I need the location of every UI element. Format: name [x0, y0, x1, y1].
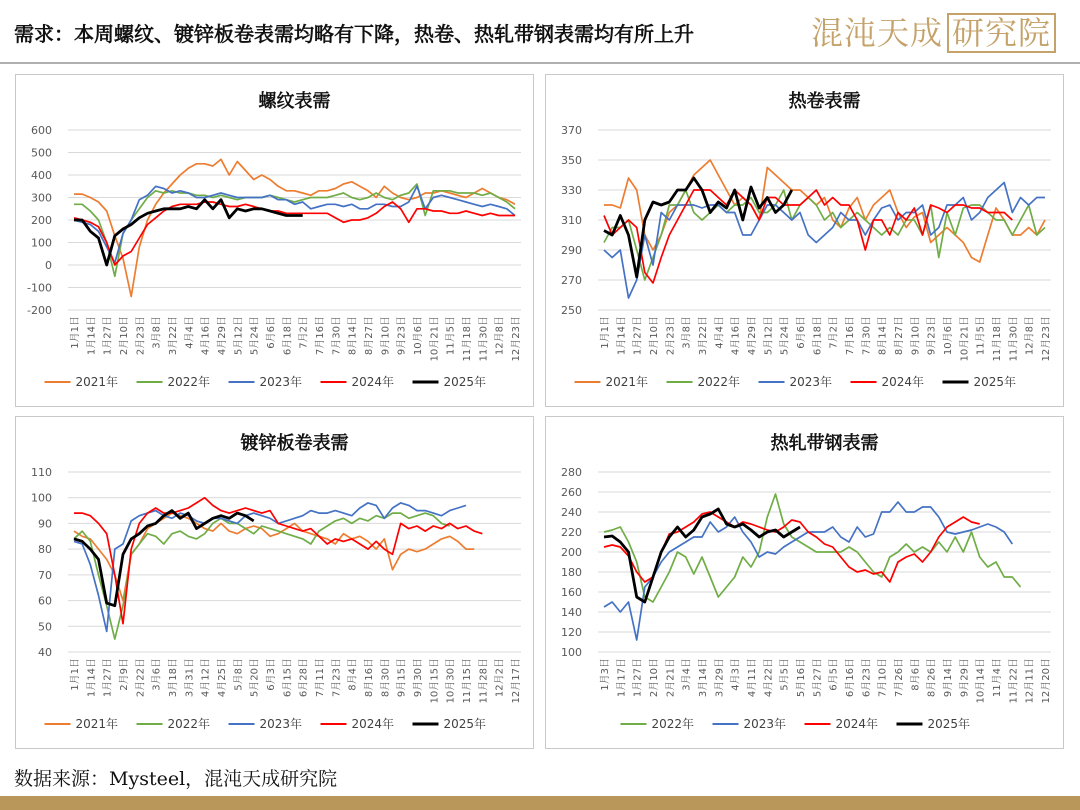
x-tick-label: 11月18日: [462, 316, 473, 362]
y-tick-label: 350: [561, 154, 582, 167]
legend-label-2023: 2023年: [789, 375, 833, 389]
x-tick-label: 8月16日: [364, 658, 375, 698]
x-tick-label: 7月30日: [331, 316, 343, 356]
x-tick-label: 7月30日: [861, 316, 873, 356]
x-tick-label: 5月20日: [249, 658, 261, 698]
x-tick-label: 7月23日: [331, 658, 343, 698]
x-tick-label: 2月9日: [119, 658, 130, 691]
x-tick-label: 1月27日: [632, 316, 644, 356]
hot-coil-demand-chart: [546, 75, 1063, 406]
x-tick-label: 11月15日: [462, 658, 473, 704]
y-tick-label: 120: [561, 626, 582, 639]
x-tick-label: 1月1日: [70, 316, 81, 349]
y-tick-label: 50: [38, 620, 52, 634]
chart-panel-hot-coil: [545, 74, 1064, 407]
legend-label-2025: 2025年: [927, 717, 971, 731]
x-tick-label: 10月6日: [413, 316, 424, 356]
x-tick-label: 7月16日: [845, 316, 856, 356]
x-tick-label: 3月8日: [681, 316, 693, 349]
x-tick-label: 5月12日: [233, 316, 245, 356]
y-tick-label: 250: [561, 304, 582, 317]
x-tick-label: 3月4日: [681, 658, 693, 691]
x-tick-label: 2月23日: [135, 316, 147, 356]
x-tick-label: 6月5日: [828, 658, 840, 691]
y-tick-label: -200: [27, 304, 52, 317]
legend-label-2025: 2025年: [443, 717, 487, 731]
x-tick-label: 9月15日: [396, 658, 408, 698]
x-tick-label: 3月22日: [698, 316, 709, 356]
legend-label-2024: 2024年: [881, 375, 925, 389]
y-tick-label: 100: [31, 236, 52, 250]
x-tick-label: 1月3日: [600, 658, 611, 691]
x-tick-label: 4月4日: [184, 316, 196, 349]
logo: [811, 8, 1056, 54]
x-tick-label: 8月27日: [894, 316, 905, 356]
x-tick-label: 4月12日: [200, 658, 212, 698]
x-tick-label: 10月14日: [975, 658, 987, 704]
x-tick-label: 3月22日: [168, 316, 179, 356]
chart-title: 螺纹表需: [258, 91, 331, 112]
x-tick-label: 4月25日: [217, 658, 228, 698]
y-tick-label: 140: [561, 606, 582, 619]
chart-panel-rebar: [15, 74, 534, 407]
legend-label-2022: 2022年: [167, 717, 211, 731]
x-tick-label: 2月21日: [665, 658, 677, 698]
x-tick-label: 5月24日: [249, 316, 261, 356]
y-tick-label: 0: [45, 259, 52, 272]
x-tick-label: 11月4日: [992, 658, 1003, 698]
legend-label-2023: 2023年: [259, 375, 303, 389]
series-line-2025: [74, 511, 254, 606]
legend-label-2025: 2025年: [443, 375, 487, 389]
x-tick-label: 2月10日: [649, 316, 660, 356]
x-tick-label: 2月10日: [119, 316, 130, 356]
y-tick-label: 220: [561, 526, 582, 539]
x-tick-label: 9月10日: [380, 316, 392, 356]
x-tick-label: 1月27日: [632, 658, 644, 698]
x-tick-label: 1月14日: [86, 658, 98, 698]
x-tick-label: 12月2日: [494, 658, 506, 698]
x-tick-label: 4月16日: [200, 316, 212, 356]
y-tick-label: 200: [31, 214, 52, 227]
y-tick-label: -100: [27, 281, 52, 295]
x-tick-label: 8月14日: [877, 316, 889, 356]
series-line-2022: [74, 513, 450, 639]
x-tick-label: 3月14日: [698, 658, 709, 698]
y-tick-label: 330: [561, 184, 582, 197]
y-tick-label: 370: [561, 124, 582, 137]
x-tick-label: 3月8日: [151, 316, 163, 349]
x-tick-label: 4月3日: [730, 658, 742, 691]
chart-title: 热卷表需: [788, 91, 861, 112]
x-tick-label: 11月28日: [478, 658, 490, 704]
x-tick-label: 12月11日: [1024, 658, 1036, 704]
y-tick-label: 260: [561, 486, 582, 499]
x-tick-label: 7月2日: [828, 316, 840, 349]
x-tick-label: 6月28日: [298, 658, 310, 698]
chart-title: 镀锌板卷表需: [240, 433, 349, 454]
x-tick-label: 10月21日: [429, 316, 441, 362]
x-tick-label: 9月10日: [910, 316, 922, 356]
y-tick-label: 500: [31, 146, 52, 160]
x-tick-label: 6月6日: [796, 316, 807, 349]
x-tick-label: 1月1日: [600, 316, 611, 349]
y-tick-label: 40: [38, 646, 52, 659]
series-line-2022: [604, 494, 1021, 602]
y-tick-label: 90: [38, 517, 52, 531]
x-tick-label: 3月31日: [184, 658, 196, 698]
y-tick-label: 290: [561, 244, 582, 257]
y-tick-label: 280: [561, 466, 582, 479]
x-tick-label: 8月27日: [364, 316, 375, 356]
chart-panel-hot-strip: [545, 416, 1064, 749]
x-tick-label: 5月27日: [812, 658, 824, 698]
y-tick-label: 600: [31, 124, 52, 137]
x-tick-label: 3月6日: [151, 658, 163, 691]
x-tick-label: 10月6日: [943, 316, 954, 356]
galvanized-coil-demand-chart: [16, 417, 533, 748]
series-line-2023: [74, 503, 466, 632]
legend-label-2024: 2024年: [351, 375, 395, 389]
x-tick-label: 2月10日: [649, 658, 660, 698]
x-tick-label: 11月30日: [1008, 316, 1020, 362]
x-tick-label: 2月23日: [665, 316, 677, 356]
x-tick-label: 4月29日: [217, 316, 228, 356]
legend-label-2023: 2023年: [259, 717, 303, 731]
legend-label-2025: 2025年: [973, 375, 1017, 389]
legend-label-2022: 2022年: [697, 375, 741, 389]
y-tick-label: 300: [31, 191, 52, 205]
x-tick-label: 7月26日: [894, 658, 905, 698]
x-tick-label: 6月18日: [282, 316, 294, 356]
legend-label-2022: 2022年: [167, 375, 211, 389]
chart-panel-galvanized: [15, 416, 534, 749]
legend-label-2022: 2022年: [651, 717, 695, 731]
x-tick-label: 4月4日: [714, 316, 726, 349]
x-tick-label: 5月24日: [779, 316, 791, 356]
x-tick-label: 11月5日: [445, 316, 457, 356]
hot-rolled-strip-demand-chart: [546, 417, 1063, 748]
x-tick-label: 10月21日: [959, 316, 971, 362]
x-tick-label: 7月11日: [315, 658, 326, 698]
y-tick-label: 310: [561, 214, 582, 227]
y-tick-label: 110: [31, 466, 52, 479]
y-tick-label: 200: [561, 546, 582, 559]
x-tick-label: 7月2日: [298, 316, 310, 349]
x-tick-label: 1月14日: [86, 316, 98, 356]
y-tick-label: 100: [561, 646, 582, 659]
x-tick-label: 4月16日: [730, 316, 742, 356]
y-tick-label: 160: [561, 586, 582, 599]
header: [0, 0, 1080, 62]
x-tick-label: 1月17日: [616, 658, 628, 698]
x-tick-label: 12月20日: [1041, 658, 1052, 704]
x-tick-label: 6月23日: [861, 658, 873, 698]
legend-label-2024: 2024年: [351, 717, 395, 731]
x-tick-label: 9月23日: [396, 316, 408, 356]
y-tick-label: 240: [561, 506, 582, 519]
x-tick-label: 12月8日: [1024, 316, 1036, 356]
y-tick-label: 180: [561, 566, 582, 579]
x-tick-label: 8月26日: [926, 658, 938, 698]
series-line-2025: [74, 200, 303, 265]
x-tick-label: 6月16日: [845, 658, 856, 698]
y-tick-label: 60: [38, 594, 52, 608]
x-tick-label: 5月12日: [763, 316, 775, 356]
y-tick-label: 80: [38, 543, 52, 557]
x-tick-label: 1月27日: [102, 658, 114, 698]
x-tick-label: 7月16日: [315, 316, 326, 356]
x-tick-label: 11月30日: [478, 316, 490, 362]
x-tick-label: 10月30日: [445, 658, 457, 704]
legend-label-2024: 2024年: [835, 717, 879, 731]
series-line-2024: [74, 202, 515, 265]
x-tick-label: 4月29日: [747, 316, 758, 356]
bottom-accent-bar: [0, 796, 1080, 810]
x-tick-label: 2月22日: [135, 658, 147, 698]
y-tick-label: 270: [561, 274, 582, 287]
x-tick-label: 10月15日: [429, 658, 441, 704]
legend-label-2023: 2023年: [743, 717, 787, 731]
x-tick-label: 5月16日: [796, 658, 807, 698]
x-tick-label: 6月18日: [812, 316, 824, 356]
y-tick-label: 100: [31, 491, 52, 505]
x-tick-label: 11月18日: [992, 316, 1003, 362]
x-tick-label: 8月30日: [380, 658, 392, 698]
legend-label-2021: 2021年: [605, 375, 649, 389]
x-tick-label: 5月5日: [779, 658, 791, 691]
x-tick-label: 11月22日: [1008, 658, 1020, 704]
x-tick-label: 7月10日: [877, 658, 889, 698]
x-tick-label: 9月23日: [926, 316, 938, 356]
x-tick-label: 5月8日: [233, 658, 245, 691]
x-tick-label: 11月5日: [975, 316, 987, 356]
x-tick-label: 4月22日: [763, 658, 775, 698]
series-line-2021: [74, 159, 515, 296]
x-tick-label: 6月15日: [282, 658, 294, 698]
x-tick-label: 1月1日: [70, 658, 81, 691]
logo-text: 混沌天成: [810, 14, 943, 52]
x-tick-label: 12月23日: [511, 316, 522, 362]
page-title: 需求：本周螺纹、镀锌板卷表需均略有下降，热卷、热轧带钢表需均有所上升: [14, 22, 694, 46]
x-tick-label: 6月6日: [266, 316, 277, 349]
legend-label-2021: 2021年: [75, 375, 119, 389]
x-tick-label: 9月29日: [959, 658, 971, 698]
x-tick-label: 12月8日: [494, 316, 506, 356]
x-tick-label: 8月14日: [347, 316, 359, 356]
x-tick-label: 9月30日: [413, 658, 424, 698]
y-tick-label: 70: [38, 568, 52, 582]
x-tick-label: 1月27日: [102, 316, 114, 356]
legend-label-2021: 2021年: [75, 717, 119, 731]
series-line-2023: [604, 502, 1012, 640]
rebar-demand-chart: [16, 75, 533, 406]
x-tick-label: 6月3日: [266, 658, 277, 691]
series-line-2021: [604, 160, 1045, 262]
x-tick-label: 12月17日: [511, 658, 522, 704]
series-line-2024: [74, 498, 482, 624]
chart-title: 热轧带钢表需: [770, 433, 879, 454]
y-tick-label: 400: [31, 169, 52, 182]
x-tick-label: 8月4日: [347, 658, 359, 691]
x-tick-label: 9月14日: [943, 658, 954, 698]
x-tick-label: 8月6日: [910, 658, 922, 691]
x-tick-label: 1月14日: [616, 316, 628, 356]
x-tick-label: 3月29日: [714, 658, 726, 698]
logo-box: 研究院: [947, 13, 1056, 53]
x-tick-label: 12月23日: [1041, 316, 1052, 362]
x-tick-label: 3月18日: [168, 658, 179, 698]
x-tick-label: 4月11日: [747, 658, 758, 698]
header-divider: [0, 62, 1080, 64]
data-source: 数据来源：Mysteel，混沌天成研究院: [14, 768, 338, 790]
